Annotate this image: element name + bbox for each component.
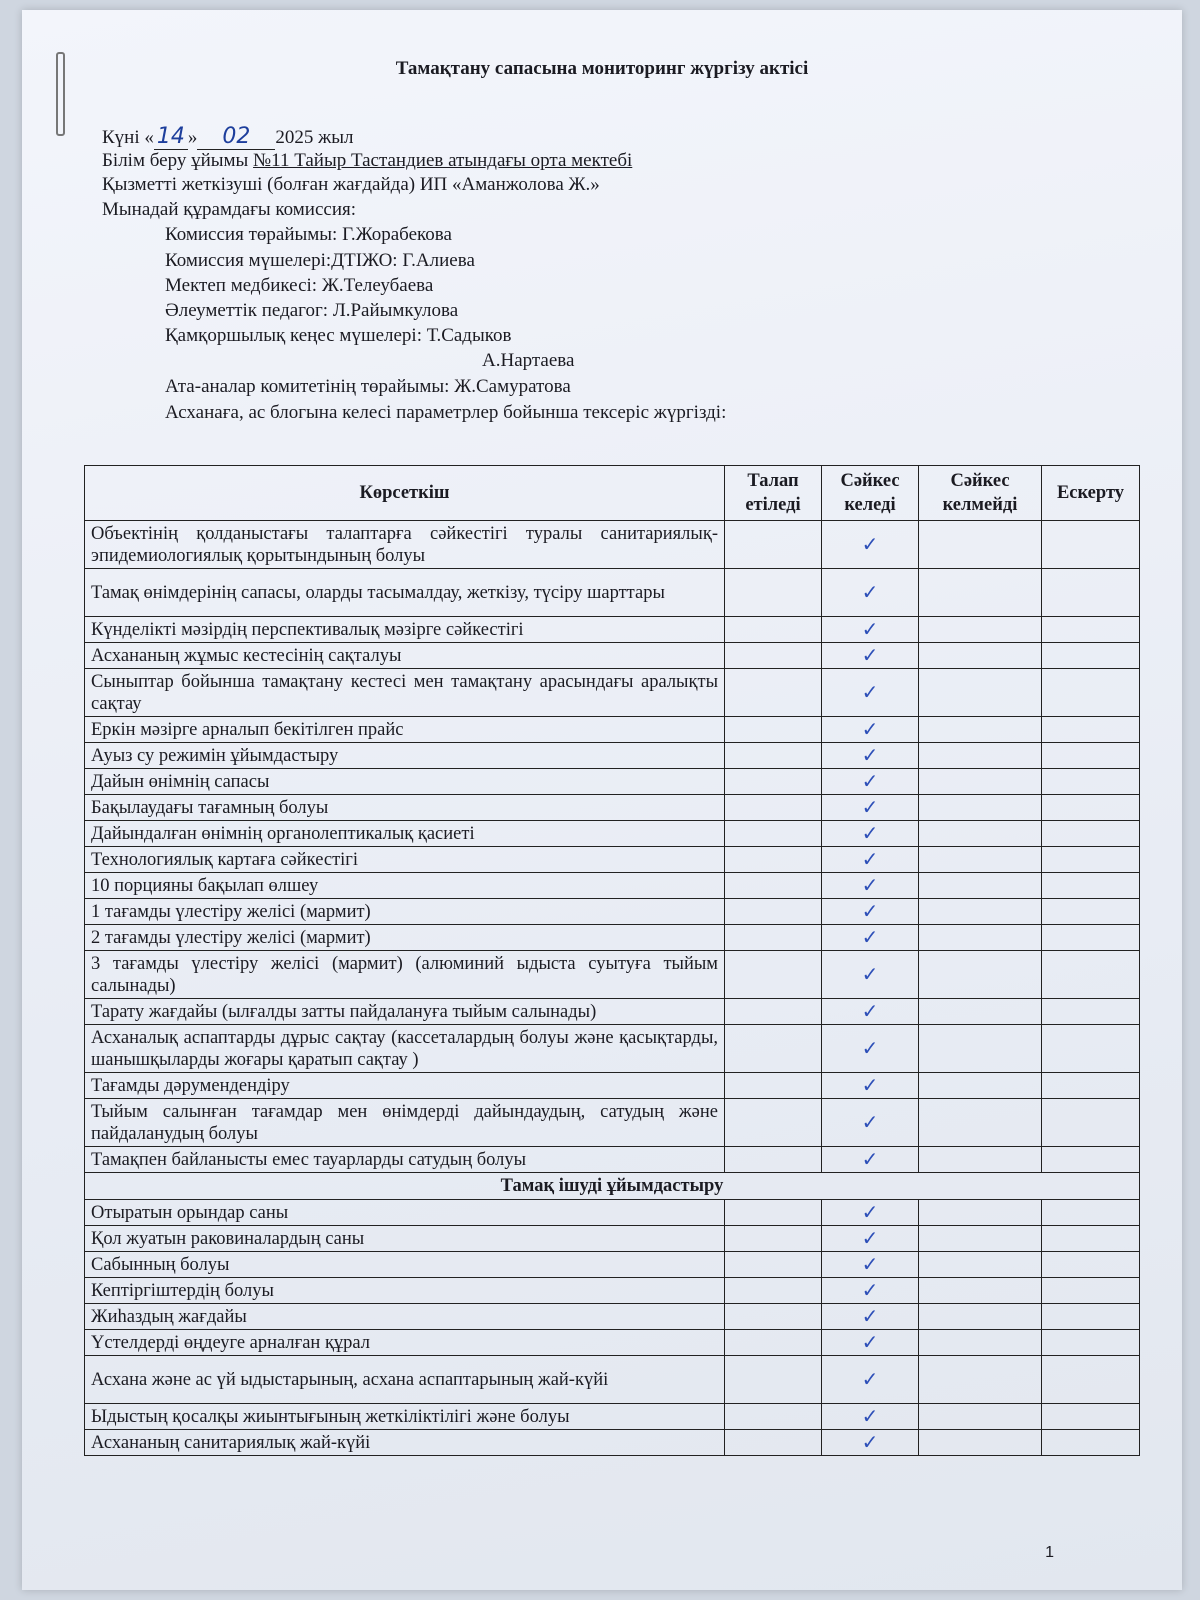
check-mark: ✓ xyxy=(861,643,879,667)
compliant-cell xyxy=(822,643,919,669)
compliant-cell xyxy=(822,847,919,873)
required-cell xyxy=(725,821,822,847)
supplier-line: Қызметті жеткізуші (болған жағдайда) ИП «Аманжолова Ж.» xyxy=(102,174,600,195)
check-mark: ✓ xyxy=(861,1147,879,1171)
noncompliant-cell xyxy=(919,821,1042,847)
note-cell xyxy=(1042,769,1140,795)
date-month: 02 xyxy=(197,124,275,150)
compliant-cell xyxy=(822,1099,919,1147)
noncompliant-cell xyxy=(919,521,1042,569)
indicator-cell: Тыйым салынған тағамдар мен өнімдерді дайындаудың, сатудың және пайдаланудың болуы xyxy=(85,1099,725,1147)
noncompliant-cell xyxy=(919,899,1042,925)
compliant-cell xyxy=(822,873,919,899)
note-cell xyxy=(1042,1404,1140,1430)
required-cell xyxy=(725,1025,822,1073)
check-mark: ✓ xyxy=(861,899,879,923)
required-cell xyxy=(725,1278,822,1304)
required-cell xyxy=(725,769,822,795)
indicator-cell: Жиһаздың жағдайы xyxy=(85,1304,725,1330)
note-cell xyxy=(1042,925,1140,951)
note-cell xyxy=(1042,847,1140,873)
indicator-cell: Кептіргіштердің болуы xyxy=(85,1278,725,1304)
member-board: Қамқоршылық кеңес мүшелері: Т.Садыков xyxy=(165,325,512,346)
date-prefix: Күні « xyxy=(102,127,154,148)
compliant-cell xyxy=(822,821,919,847)
date-mid: » xyxy=(187,127,198,148)
table-row xyxy=(85,951,1140,999)
noncompliant-cell xyxy=(919,569,1042,617)
required-cell xyxy=(725,643,822,669)
noncompliant-cell xyxy=(919,769,1042,795)
table-row xyxy=(85,847,1140,873)
required-cell xyxy=(725,1430,822,1456)
required-cell xyxy=(725,717,822,743)
indicator-cell: Технологиялық картаға сәйкестігі xyxy=(85,847,725,873)
note-cell xyxy=(1042,821,1140,847)
note-cell xyxy=(1042,873,1140,899)
noncompliant-cell xyxy=(919,1147,1042,1173)
table-header-row xyxy=(85,466,1140,521)
table-row xyxy=(85,769,1140,795)
table-row xyxy=(85,643,1140,669)
indicator-cell: Сыныптар бойынша тамақтану кестесі мен тамақтану арасындағы аралықты сақтау xyxy=(85,669,725,717)
required-cell xyxy=(725,899,822,925)
note-cell xyxy=(1042,617,1140,643)
table-row xyxy=(85,999,1140,1025)
noncompliant-cell xyxy=(919,1025,1042,1073)
member-nurse: Мектеп медбикесі: Ж.Телеубаева xyxy=(165,275,434,296)
check-mark: ✓ xyxy=(861,580,879,604)
required-cell xyxy=(725,1252,822,1278)
required-cell xyxy=(725,569,822,617)
noncompliant-cell xyxy=(919,1430,1042,1456)
date-year: 2025 жыл xyxy=(275,127,354,148)
required-cell xyxy=(725,1404,822,1430)
indicator-cell: Асханалық аспаптарды дұрыс сақтау (кассеталардың болуы және қасықтарды, шанышқыларды жоғары қаратып сақтау ) xyxy=(85,1025,725,1073)
table-row xyxy=(85,899,1140,925)
date-day: 14 xyxy=(154,124,188,150)
table-row xyxy=(85,795,1140,821)
required-cell xyxy=(725,1147,822,1173)
table-row xyxy=(85,925,1140,951)
indicator-cell: Күнделікті мәзірдің перспективалық мәзірге сәйкестігі xyxy=(85,617,725,643)
table-row xyxy=(85,1330,1140,1356)
compliant-cell xyxy=(822,521,919,569)
noncompliant-cell xyxy=(919,951,1042,999)
member-chair: Комиссия төрайымы: Г.Жорабекова xyxy=(165,224,452,245)
indicator-cell: Бақылаудағы тағамның болуы xyxy=(85,795,725,821)
note-cell xyxy=(1042,1200,1140,1226)
noncompliant-cell xyxy=(919,1404,1042,1430)
noncompliant-cell xyxy=(919,617,1042,643)
header-indicator: Көрсеткіш xyxy=(85,466,725,521)
required-cell xyxy=(725,1356,822,1404)
note-cell xyxy=(1042,1025,1140,1073)
note-cell xyxy=(1042,1147,1140,1173)
note-cell xyxy=(1042,1356,1140,1404)
member-social-pedagog: Әлеуметтік педагог: Л.Райымкулова xyxy=(165,300,459,321)
compliant-cell xyxy=(822,569,919,617)
noncompliant-cell xyxy=(919,717,1042,743)
required-cell xyxy=(725,1099,822,1147)
check-mark: ✓ xyxy=(861,1430,879,1454)
note-cell xyxy=(1042,569,1140,617)
indicator-cell: 1 тағамды үлестіру желісі (мармит) xyxy=(85,899,725,925)
compliant-cell xyxy=(822,1278,919,1304)
note-cell xyxy=(1042,795,1140,821)
page-number: 1 xyxy=(1045,1544,1054,1561)
required-cell xyxy=(725,795,822,821)
check-mark: ✓ xyxy=(861,1252,879,1276)
indicator-cell: Дайындалған өнімнің органолептикалық қасиеті xyxy=(85,821,725,847)
table-row xyxy=(85,1147,1140,1173)
check-mark: ✓ xyxy=(861,743,879,767)
commission-intro: Мынадай құрамдағы комиссия: xyxy=(102,199,357,220)
header-required: Талап етіледі xyxy=(725,466,822,521)
compliant-cell xyxy=(822,1073,919,1099)
compliant-cell xyxy=(822,769,919,795)
compliant-cell xyxy=(822,717,919,743)
indicator-cell: Ауыз су режимін ұйымдастыру xyxy=(85,743,725,769)
org-value: №11 Тайыр Тастандиев атындағы орта мектебі xyxy=(253,150,633,171)
inspection-intro: Асханаға, ас блогына келесі параметрлер бойынша тексеріс жүргізді: xyxy=(165,402,727,423)
check-mark: ✓ xyxy=(861,769,879,793)
check-mark: ✓ xyxy=(861,1404,879,1428)
indicator-cell: 10 порцияны бақылап өлшеу xyxy=(85,873,725,899)
check-mark: ✓ xyxy=(861,717,879,741)
note-cell xyxy=(1042,743,1140,769)
noncompliant-cell xyxy=(919,1073,1042,1099)
note-cell xyxy=(1042,1226,1140,1252)
check-mark: ✓ xyxy=(861,1367,879,1391)
note-cell xyxy=(1042,899,1140,925)
table-row xyxy=(85,743,1140,769)
check-mark: ✓ xyxy=(861,873,879,897)
compliant-cell xyxy=(822,1430,919,1456)
noncompliant-cell xyxy=(919,1356,1042,1404)
required-cell xyxy=(725,743,822,769)
indicator-cell: Тағамды дәрумендендіру xyxy=(85,1073,725,1099)
table-row xyxy=(85,1226,1140,1252)
noncompliant-cell xyxy=(919,1304,1042,1330)
indicator-cell: Асхананың санитариялық жай-күйі xyxy=(85,1430,725,1456)
parents-chair: Ата-аналар комитетінің төрайымы: Ж.Самуратова xyxy=(165,376,571,397)
compliant-cell xyxy=(822,925,919,951)
required-cell xyxy=(725,1330,822,1356)
table-row xyxy=(85,521,1140,569)
table-row xyxy=(85,569,1140,617)
required-cell xyxy=(725,999,822,1025)
required-cell xyxy=(725,1226,822,1252)
note-cell xyxy=(1042,1304,1140,1330)
required-cell xyxy=(725,669,822,717)
check-mark: ✓ xyxy=(861,925,879,949)
required-cell xyxy=(725,1200,822,1226)
compliant-cell xyxy=(822,669,919,717)
member-commission: Комиссия мүшелері:ДТІЖО: Г.Алиева xyxy=(165,250,475,271)
indicator-cell: Дайын өнімнің сапасы xyxy=(85,769,725,795)
compliant-cell xyxy=(822,999,919,1025)
compliant-cell xyxy=(822,899,919,925)
noncompliant-cell xyxy=(919,999,1042,1025)
indicator-cell: Объектінің қолданыстағы талаптарға сәйкестігі туралы санитариялық-эпидемиологиялық қорытындының болуы xyxy=(85,521,725,569)
note-cell xyxy=(1042,951,1140,999)
indicator-cell: 3 тағамды үлестіру желісі (мармит) (алюминий ыдыста суытуға тыйым салынады) xyxy=(85,951,725,999)
note-cell xyxy=(1042,1330,1140,1356)
table-row xyxy=(85,1200,1140,1226)
indicator-cell: Сабынның болуы xyxy=(85,1252,725,1278)
check-mark: ✓ xyxy=(861,1110,879,1134)
compliant-cell xyxy=(822,1226,919,1252)
check-mark: ✓ xyxy=(861,1330,879,1354)
compliant-cell xyxy=(822,1356,919,1404)
required-cell xyxy=(725,847,822,873)
compliant-cell xyxy=(822,1147,919,1173)
org-label: Білім беру ұйымы xyxy=(102,150,254,171)
required-cell xyxy=(725,951,822,999)
noncompliant-cell xyxy=(919,643,1042,669)
check-mark: ✓ xyxy=(861,847,879,871)
header-note: Ескерту xyxy=(1042,466,1140,521)
noncompliant-cell xyxy=(919,795,1042,821)
compliant-cell xyxy=(822,1304,919,1330)
document-sheet xyxy=(22,10,1182,1590)
section-row xyxy=(85,1173,1140,1200)
noncompliant-cell xyxy=(919,1330,1042,1356)
table-row xyxy=(85,1356,1140,1404)
indicator-cell: Ыдыстың қосалқы жиынтығының жеткіліктілігі және болуы xyxy=(85,1404,725,1430)
check-mark: ✓ xyxy=(861,1073,879,1097)
note-cell xyxy=(1042,999,1140,1025)
table-row xyxy=(85,1073,1140,1099)
document-title: Тамақтану сапасына мониторинг жүргізу актісі xyxy=(395,58,809,79)
table-row xyxy=(85,1404,1140,1430)
note-cell xyxy=(1042,1073,1140,1099)
header-noncompliant: Сәйкес келмейді xyxy=(919,466,1042,521)
noncompliant-cell xyxy=(919,1226,1042,1252)
required-cell xyxy=(725,1304,822,1330)
check-mark: ✓ xyxy=(861,680,879,704)
check-mark: ✓ xyxy=(861,617,879,641)
check-mark: ✓ xyxy=(861,821,879,845)
compliant-cell xyxy=(822,743,919,769)
check-mark: ✓ xyxy=(861,962,879,986)
note-cell xyxy=(1042,669,1140,717)
note-cell xyxy=(1042,521,1140,569)
table-row xyxy=(85,1430,1140,1456)
indicator-cell: Тарату жағдайы (ылғалды затты пайдалануға тыйым салынады) xyxy=(85,999,725,1025)
check-mark: ✓ xyxy=(861,532,879,556)
required-cell xyxy=(725,521,822,569)
compliant-cell xyxy=(822,1200,919,1226)
required-cell xyxy=(725,617,822,643)
note-cell xyxy=(1042,717,1140,743)
table-row xyxy=(85,1278,1140,1304)
member-board-extra: А.Нартаева xyxy=(482,350,575,371)
table-row xyxy=(85,873,1140,899)
noncompliant-cell xyxy=(919,1099,1042,1147)
noncompliant-cell xyxy=(919,1278,1042,1304)
indicator-cell: Еркін мәзірге арналып бекітілген прайс xyxy=(85,717,725,743)
compliant-cell xyxy=(822,1025,919,1073)
noncompliant-cell xyxy=(919,1252,1042,1278)
noncompliant-cell xyxy=(919,873,1042,899)
check-mark: ✓ xyxy=(861,1036,879,1060)
note-cell xyxy=(1042,1278,1140,1304)
table-row xyxy=(85,1099,1140,1147)
compliant-cell xyxy=(822,795,919,821)
indicator-cell: Отыратын орындар саны xyxy=(85,1200,725,1226)
date-line xyxy=(102,124,354,150)
required-cell xyxy=(725,873,822,899)
table-row xyxy=(85,717,1140,743)
noncompliant-cell xyxy=(919,669,1042,717)
note-cell xyxy=(1042,1252,1140,1278)
noncompliant-cell xyxy=(919,743,1042,769)
note-cell xyxy=(1042,643,1140,669)
check-mark: ✓ xyxy=(861,1278,879,1302)
required-cell xyxy=(725,925,822,951)
note-cell xyxy=(1042,1099,1140,1147)
compliant-cell xyxy=(822,617,919,643)
section-title: Тамақ ішуді ұйымдастыру xyxy=(85,1173,1140,1200)
table-row xyxy=(85,1304,1140,1330)
org-line xyxy=(102,150,632,172)
compliant-cell xyxy=(822,1252,919,1278)
check-mark: ✓ xyxy=(861,999,879,1023)
check-mark: ✓ xyxy=(861,795,879,819)
check-mark: ✓ xyxy=(861,1304,879,1328)
noncompliant-cell xyxy=(919,847,1042,873)
noncompliant-cell xyxy=(919,1200,1042,1226)
required-cell xyxy=(725,1073,822,1099)
check-mark: ✓ xyxy=(861,1200,879,1224)
check-mark: ✓ xyxy=(861,1226,879,1250)
table-row xyxy=(85,821,1140,847)
inspection-table xyxy=(84,465,1140,1456)
indicator-cell: Үстелдерді өңдеуге арналған құрал xyxy=(85,1330,725,1356)
indicator-cell: Тамақ өнімдерінің сапасы, оларды тасымалдау, жеткізу, түсіру шарттары xyxy=(85,569,725,617)
indicator-cell: Асхананың жұмыс кестесінің сақталуы xyxy=(85,643,725,669)
table-row xyxy=(85,1025,1140,1073)
note-cell xyxy=(1042,1430,1140,1456)
header-compliant: Сәйкес келеді xyxy=(822,466,919,521)
compliant-cell xyxy=(822,1330,919,1356)
table-row xyxy=(85,617,1140,643)
noncompliant-cell xyxy=(919,925,1042,951)
table-row xyxy=(85,1252,1140,1278)
compliant-cell xyxy=(822,951,919,999)
indicator-cell: Қол жуатын раковиналардың саны xyxy=(85,1226,725,1252)
indicator-cell: Тамақпен байланысты емес тауарларды сатудың болуы xyxy=(85,1147,725,1173)
compliant-cell xyxy=(822,1404,919,1430)
indicator-cell: Асхана және ас үй ыдыстарының, асхана аспаптарының жай-күйі xyxy=(85,1356,725,1404)
indicator-cell: 2 тағамды үлестіру желісі (мармит) xyxy=(85,925,725,951)
table-row xyxy=(85,669,1140,717)
